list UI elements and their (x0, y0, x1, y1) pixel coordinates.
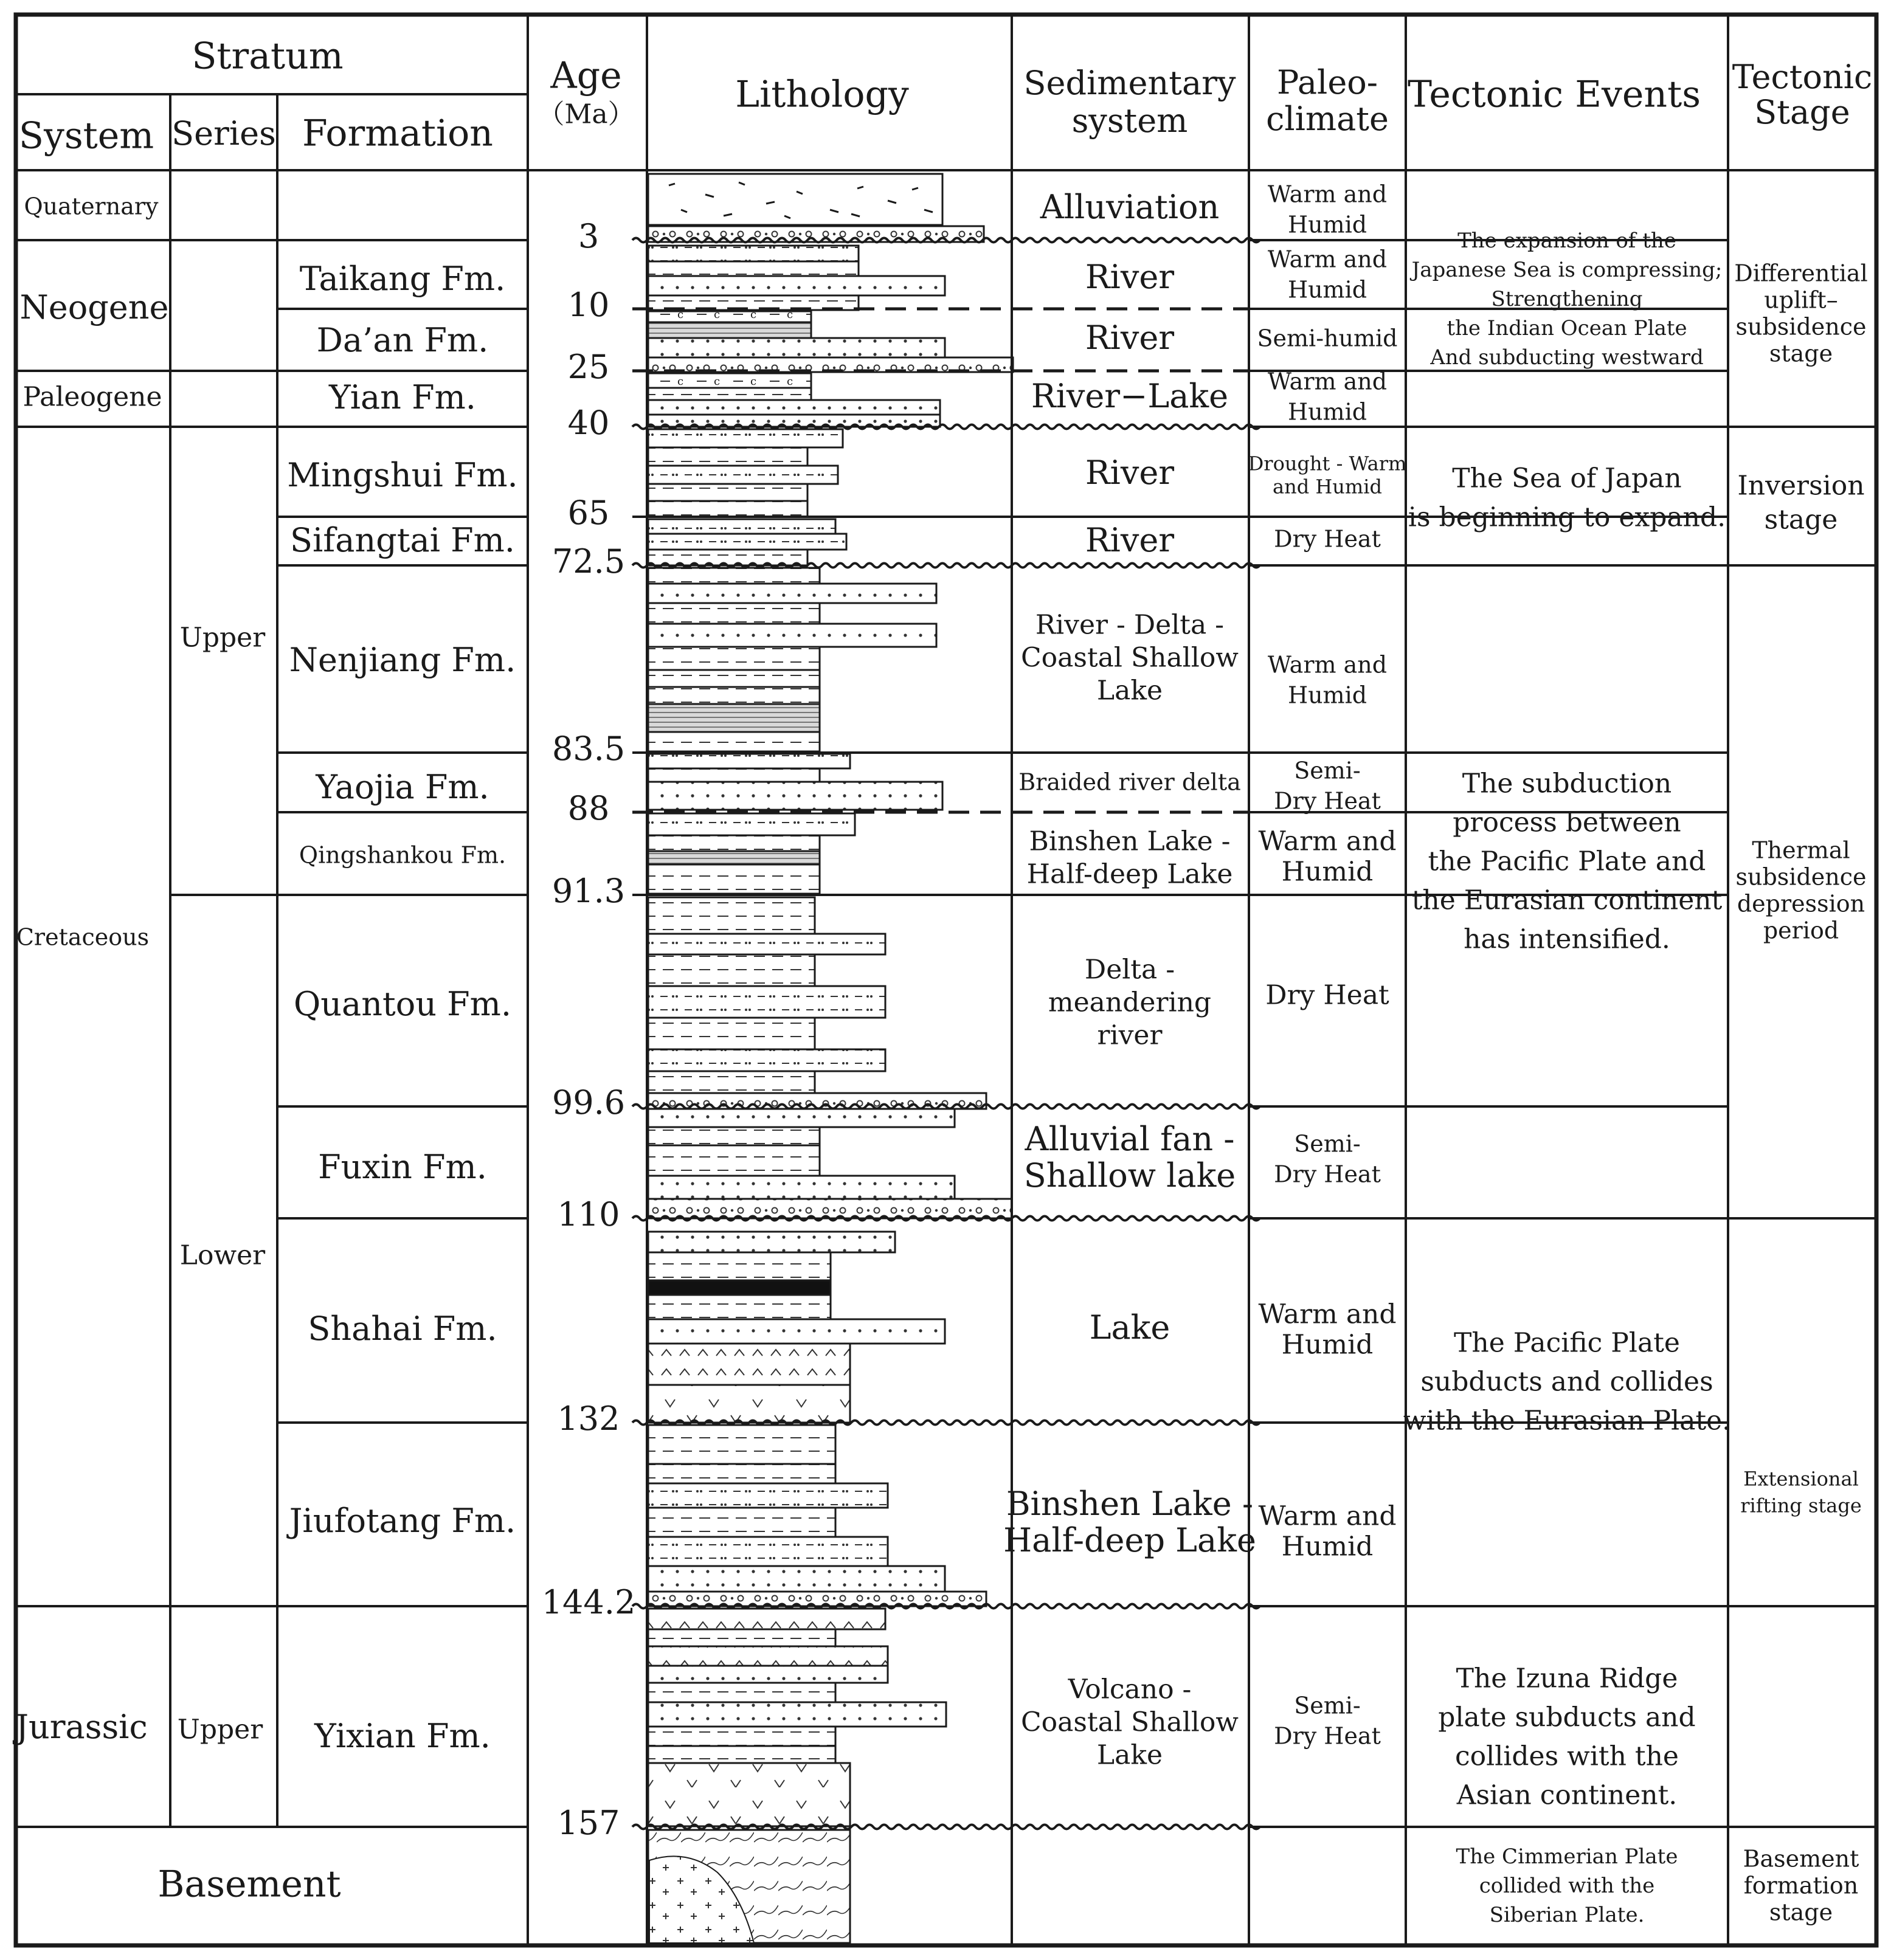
lithology-bed (648, 1232, 895, 1252)
system-neogene: Neogene (19, 288, 169, 326)
lithology-bed (648, 813, 855, 835)
lithology-bed (648, 624, 936, 647)
lithology-bed (648, 986, 885, 1018)
lithology-bed (648, 1702, 946, 1727)
system-paleogene: Paleogene (22, 381, 162, 413)
lithology-bed (648, 1609, 885, 1629)
lithology-bed (648, 954, 815, 986)
formation-yian-fm: Yian Fm. (329, 378, 476, 416)
lithology-bed (648, 1280, 831, 1295)
sedimentary-system: Alluvial fan -Shallow lake (1023, 1120, 1236, 1195)
lithology-bed (648, 704, 820, 732)
lithology-bed (648, 1127, 820, 1145)
age-label: 83.5 (551, 730, 626, 768)
lithology-bed (648, 1049, 885, 1071)
lithology-bed (648, 373, 811, 388)
lithology-bed (648, 338, 945, 357)
lithology-bed (648, 1537, 888, 1566)
lithology-bed (648, 1425, 835, 1464)
age-label: 132 (557, 1399, 620, 1438)
paleoclimate: Semi-humid (1257, 325, 1398, 352)
lithology-bed (648, 1385, 850, 1423)
lithology-bed (648, 1508, 835, 1537)
lithology-bed (648, 897, 815, 934)
lithology-bed (648, 647, 820, 670)
formation-qingshankou-fm: Qingshankou Fm. (299, 841, 506, 869)
lithology-bed (648, 501, 807, 517)
lithology-bed (648, 1746, 835, 1763)
formation-sifangtai-fm: Sifangtai Fm. (290, 521, 515, 559)
lithology-bed (648, 322, 811, 338)
paleoclimate: Warm and Humid (1267, 246, 1388, 303)
formation-shahai-fm: Shahai Fm. (308, 1310, 497, 1348)
lithology-bed (648, 782, 942, 810)
age-label: 88 (567, 789, 610, 827)
formation-mingshui-fm: Mingshui Fm. (287, 456, 518, 494)
formation-taikang-fm: Taikang Fm. (299, 260, 506, 298)
lithology-bed (648, 754, 850, 768)
sedimentary-system: River (1085, 319, 1175, 357)
sedimentary-system: Binshen Lake -Half-deep Lake (1003, 1485, 1256, 1559)
sedimentary-system: Volcano -Coastal Shallow Lake (1021, 1674, 1239, 1771)
tectonic-stage: Inversion stage (1737, 470, 1865, 536)
paleoclimate: Warm and Humid (1267, 181, 1388, 238)
header-sedimentary-system: Sedimentary system (1023, 64, 1236, 140)
system-jurassic: Jurassic (15, 1708, 148, 1746)
series-lower: Lower (179, 1240, 266, 1271)
lithology-bed (648, 1071, 815, 1093)
lithology-bed (648, 584, 936, 603)
lithology-bed (648, 835, 820, 851)
system-basement: Basement (157, 1863, 341, 1906)
lithology-bed (648, 864, 820, 894)
lithology-bed (648, 1483, 888, 1508)
paleoclimate: Dry Heat (1265, 979, 1389, 1011)
paleoclimate: Dry Heat (1274, 525, 1381, 553)
age-label: 65 (567, 494, 610, 532)
lithology-bed (648, 1145, 820, 1176)
lithology-bed (648, 1319, 945, 1344)
age-label: 10 (567, 286, 610, 324)
lithology-bed (648, 1176, 955, 1199)
sedimentary-system: River (1085, 258, 1175, 296)
lithology-bed (648, 400, 940, 415)
series-upper: Upper (179, 622, 266, 654)
formation-yaojia-fm: Yaojia Fm. (316, 768, 489, 806)
sedimentary-system: River−Lake (1031, 377, 1229, 415)
formation-quantou-fm: Quantou Fm. (293, 985, 512, 1023)
tectonic-event: The Cimmerian Plate collided with the Siberian Plate. (1456, 1844, 1678, 1927)
sedimentary-system: Braided river delta (1018, 768, 1241, 796)
tectonic-stage: Thermal subsidence depression period (1735, 837, 1867, 944)
paleoclimate: Warm and Humid (1267, 368, 1388, 426)
lithology-bed (648, 429, 843, 447)
tectonic-stage: Basement formation stage (1743, 1845, 1859, 1926)
tectonic-stage: Extensional rifting stage (1740, 1467, 1862, 1517)
lithology-bed (648, 768, 820, 782)
age-label: 25 (567, 348, 610, 386)
lithology-column (648, 174, 1013, 1943)
sedimentary-system: Alluviation (1040, 188, 1220, 226)
lithology-bed (648, 534, 846, 550)
header-formation: Formation (302, 112, 493, 155)
lithology-bed (648, 1109, 955, 1127)
lithology-bed (648, 1566, 945, 1592)
lithology-bed (648, 1252, 831, 1280)
paleoclimate: Warm and Humid (1258, 1500, 1397, 1562)
formation-jiufotang-fm: Jiufotang Fm. (289, 1502, 516, 1540)
alluvium-bed (648, 174, 942, 225)
tectonic-stage: Differential uplift– subsidence stage (1734, 260, 1868, 367)
age-label: 157 (557, 1804, 620, 1842)
lithology-bed (648, 246, 859, 261)
sedimentary-system: Lake (1089, 1308, 1170, 1347)
age-label: 91.3 (551, 872, 626, 910)
lithology-bed (648, 568, 820, 584)
tectonic-event: The Sea of Japan is beginning to expand. (1408, 463, 1726, 533)
lithology-bed (648, 1727, 835, 1746)
tectonic-event: The Pacific Plate subducts and collides with the Eurasian Plate. (1403, 1327, 1731, 1437)
system-quaternary: Quaternary (24, 193, 159, 220)
header-tectonic-stage: Tectonic Stage (1732, 58, 1873, 131)
header-paleoclimate: Paleo-climate (1266, 63, 1389, 138)
lithology-bed (648, 1629, 835, 1646)
lithology-bed (648, 466, 838, 484)
tectonic-event: The expansion of the Japanese Sea is compressing; Strengthening the Indian Ocean Plate And subducting westward (1411, 229, 1723, 370)
lithology-bed (648, 447, 807, 466)
lithology-bed (648, 484, 807, 501)
lithology-bed (648, 1592, 986, 1606)
header-age: Age （Ma） (538, 54, 635, 130)
header-series: Series (171, 114, 276, 153)
paleoclimate: Semi-Dry Heat (1274, 757, 1381, 815)
paleoclimate: Warm and Humid (1258, 1299, 1397, 1361)
paleoclimate: Semi-Dry Heat (1274, 1130, 1381, 1188)
lithology-bed (648, 934, 885, 954)
lithology-bed (648, 732, 820, 751)
header-lithology: Lithology (735, 73, 909, 116)
header-system: System (18, 114, 154, 157)
paleoclimate: Warm and Humid (1258, 826, 1397, 888)
paleoclimate: Warm and Humid (1267, 651, 1388, 709)
sedimentary-system: Delta -meandering river (1048, 954, 1212, 1051)
header-tectonic-events: Tectonic Events (1408, 73, 1701, 116)
lithology-bed (648, 1666, 888, 1683)
lithology-bed (648, 1344, 850, 1385)
sedimentary-system: River - Delta -Coastal Shallow Lake (1021, 609, 1239, 706)
age-label: 72.5 (551, 542, 626, 581)
age-label: 144.2 (541, 1583, 636, 1621)
paleoclimate: Drought - Warm and Humid (1248, 452, 1407, 499)
paleoclimate: Semi-Dry Heat (1274, 1692, 1381, 1750)
formation-nenjiang-fm: Nenjiang Fm. (289, 641, 516, 679)
age-label: 40 (567, 404, 610, 442)
lithology-bed (648, 1683, 835, 1702)
sedimentary-system: River (1085, 521, 1175, 559)
lithology-bed (648, 1018, 815, 1049)
age-label: 3 (578, 217, 600, 255)
formation-da-an-fm: Da’an Fm. (316, 321, 489, 359)
sedimentary-system: Binshen Lake -Half-deep Lake (1026, 826, 1233, 890)
series-upper: Upper (177, 1714, 263, 1745)
lithology-bed (648, 388, 811, 400)
lithology-bed (648, 1646, 888, 1666)
tectonic-event: The Izuna Ridge plate subducts and collides with the Asian continent. (1438, 1663, 1696, 1811)
lithology-bed (648, 311, 811, 322)
formation-fuxin-fm: Fuxin Fm. (318, 1148, 487, 1186)
header-stratum: Stratum (192, 35, 344, 78)
lithology-bed (648, 1295, 831, 1319)
lithology-bed (648, 1763, 850, 1826)
lithology-bed (648, 687, 820, 704)
age-label: 110 (557, 1195, 620, 1234)
system-cretaceous: Cretaceous (16, 923, 150, 951)
lithology-bed (648, 851, 820, 864)
lithology-bed (648, 276, 945, 295)
lithology-bed (648, 670, 820, 687)
lithology-bed (648, 603, 820, 624)
tectonic-event: The subduction process between the Pacific Plate and the Eurasian continent has intensified. (1411, 768, 1723, 955)
lithology-bed (648, 261, 859, 276)
sedimentary-system: River (1085, 454, 1175, 492)
formation-yixian-fm: Yixian Fm. (314, 1717, 491, 1755)
age-label: 99.6 (551, 1083, 626, 1122)
lithology-bed (648, 519, 835, 534)
